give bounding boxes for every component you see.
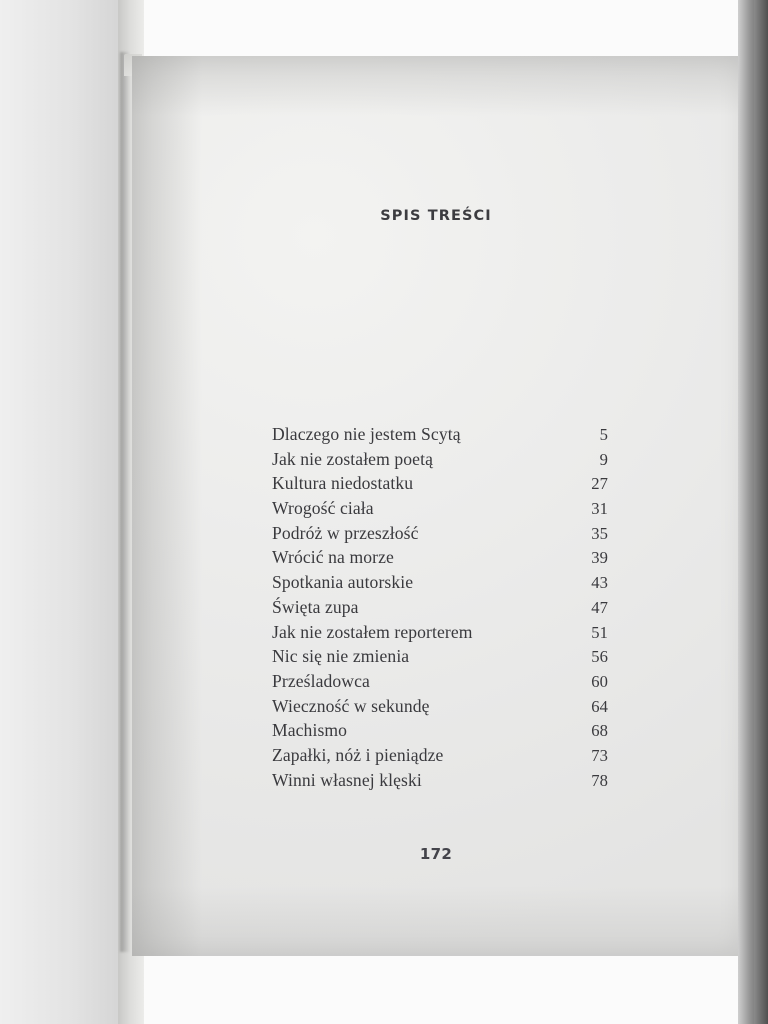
toc-entry-title: Kultura niedostatku: [272, 473, 414, 494]
list-item: [272, 671, 608, 696]
folio-page-number: 172: [419, 845, 453, 863]
toc-entry-page: 5: [599, 425, 608, 444]
list-item: [272, 622, 608, 647]
toc-entry-title: Machismo: [272, 720, 348, 741]
list-item: [272, 745, 608, 770]
toc-entry-page: 27: [591, 474, 608, 494]
table-of-contents-list: [272, 424, 608, 794]
gutter-fold-shadow: [120, 52, 130, 952]
list-item: [272, 424, 608, 449]
page-content: [132, 56, 740, 956]
left-background-area: [0, 0, 130, 1024]
list-item: [272, 720, 608, 745]
toc-entry-title: Jak nie zostałem reporterem: [272, 621, 473, 642]
toc-entry-page: 9: [599, 449, 608, 469]
toc-entry-page: 64: [591, 696, 608, 716]
list-item: [272, 770, 608, 795]
list-item: [272, 696, 608, 721]
toc-entry-page: 56: [591, 647, 608, 667]
list-item: [272, 597, 608, 622]
list-item: [272, 523, 608, 548]
book-page: [132, 56, 740, 956]
list-item: [272, 449, 608, 474]
toc-entry-page: 60: [591, 671, 608, 691]
toc-entry-page: 39: [591, 548, 608, 568]
toc-entry-title: Podróż w przeszłość: [272, 522, 419, 543]
toc-entry-title: Wrócić na morze: [272, 547, 394, 568]
toc-entry-title: Winni własnej klęski: [272, 769, 422, 790]
toc-entry-page: 68: [591, 721, 608, 741]
toc-entry-title: Jak nie zostałem poetą: [272, 448, 433, 469]
toc-entry-title: Nic się nie zmienia: [272, 646, 410, 667]
toc-entry-title: Dlaczego nie jestem Scytą: [272, 424, 461, 444]
toc-entry-page: 73: [591, 745, 608, 765]
toc-entry-title: Święta zupa: [272, 596, 359, 617]
list-item: [272, 547, 608, 572]
toc-entry-page: 43: [591, 573, 608, 593]
list-item: [272, 498, 608, 523]
page-title: SPIS TREŚCI: [380, 208, 492, 224]
list-item: [272, 473, 608, 498]
book-edge-dark-shadow: [754, 0, 768, 1024]
list-item: [272, 572, 608, 597]
toc-entry-page: 78: [591, 770, 608, 790]
toc-entry-title: Wieczność w sekundę: [272, 695, 430, 716]
toc-entry-title: Prześladowca: [272, 670, 370, 691]
toc-entry-page: 35: [591, 523, 608, 543]
toc-entry-title: Wrogość ciała: [272, 498, 374, 519]
toc-entry-title: Zapałki, nóż i pieniądze: [272, 744, 444, 765]
toc-entry-page: 31: [591, 499, 608, 519]
toc-entry-title: Spotkania autorskie: [272, 572, 414, 593]
list-item: [272, 646, 608, 671]
toc-entry-page: 51: [591, 622, 608, 642]
toc-entry-page: 47: [591, 597, 608, 617]
